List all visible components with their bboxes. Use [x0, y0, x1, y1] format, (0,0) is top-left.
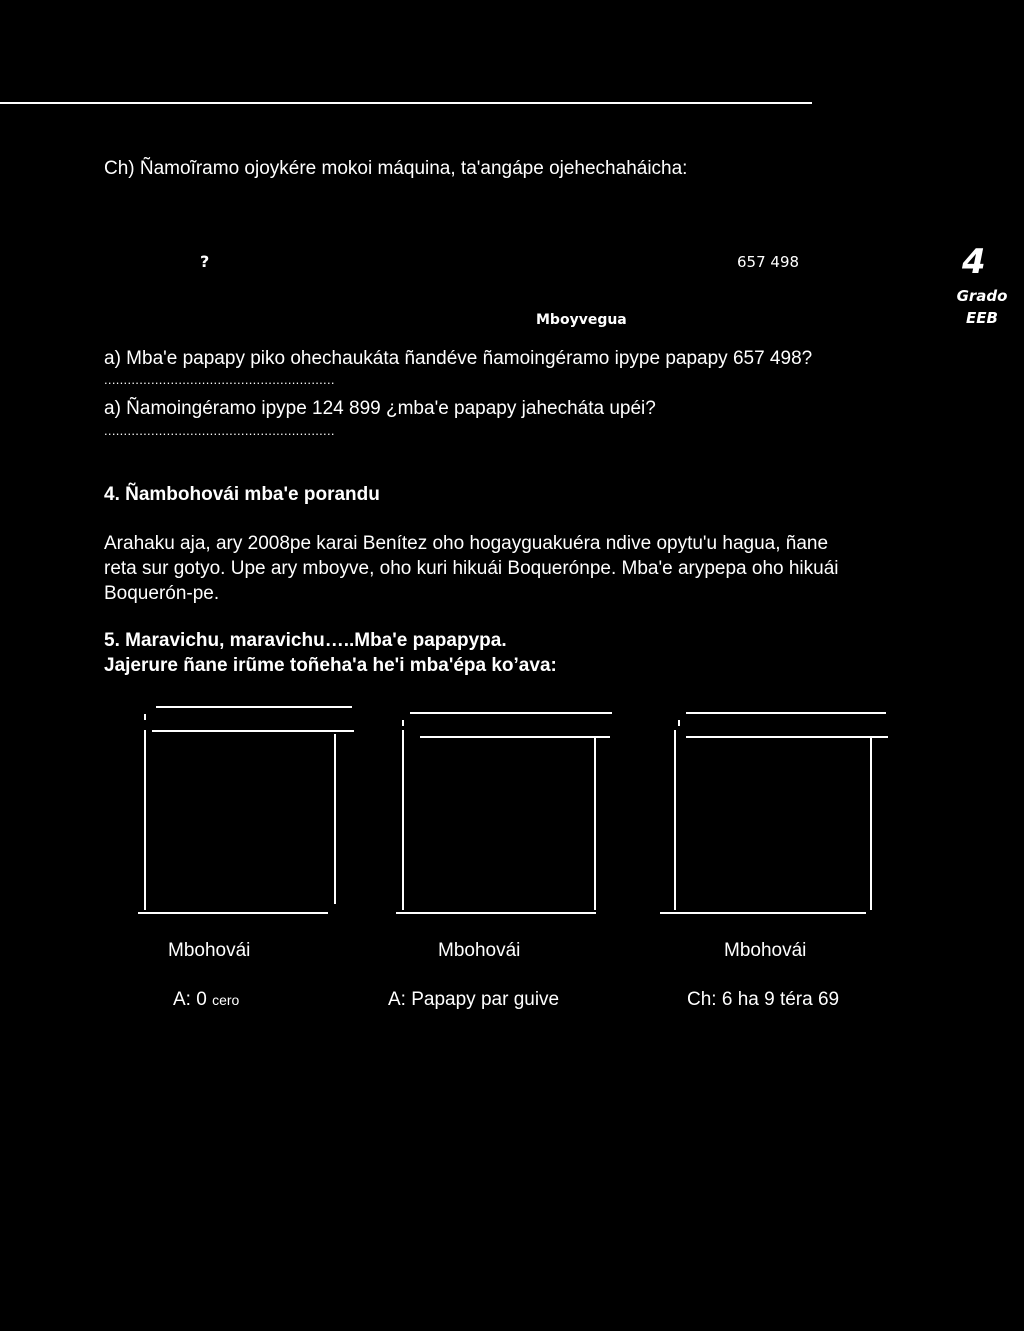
clue-1-small: cero	[212, 992, 240, 1008]
question-a1: a) Mba'e papapy piko ohechaukáta ñandéve ñamoingéramo ipype papapy 657 498?	[104, 348, 813, 369]
clue-2: A: Papapy par guive	[388, 989, 560, 1010]
grade-number: 4	[962, 242, 986, 282]
answer-label-2: Mbohovái	[438, 940, 521, 961]
grade-level: EEB	[966, 309, 998, 327]
answer-box-2[interactable]	[396, 706, 616, 920]
section5-subheading: Jajerure ñane irũme toñeha'a he'i mba'épa ko’ava:	[104, 655, 557, 676]
instruction-text: Ch) Ñamoĩramo ojoykére mokoi máquina, ta'angápe ojehechaháicha:	[104, 158, 688, 179]
answer-box-1[interactable]	[138, 700, 358, 920]
section4-line2: reta sur gotyo. Upe ary mboyve, oho kuri hikuái Boquerónpe. Mba'e arypepa oho hikuái	[104, 558, 839, 579]
grade-label: Grado	[956, 287, 1008, 305]
machine-question-mark: ?	[200, 252, 210, 271]
answer-label-1: Mbohovái	[168, 940, 251, 961]
answer-line-2[interactable]: ...........................................................	[104, 423, 335, 438]
section4-line1: Arahaku aja, ary 2008pe karai Benítez oho hogayguakuéra ndive opytu'u hagua, ñane	[104, 533, 829, 554]
clue-1	[173, 989, 239, 1011]
answer-line-1[interactable]: ...........................................................	[104, 372, 335, 387]
clue-1-main: A: 0	[173, 989, 207, 1010]
section4-heading: 4. Ñambohovái mba'e porandu	[104, 484, 380, 505]
machine-number: 657 498	[737, 253, 800, 271]
section5-heading: 5. Maravichu, maravichu…..Mba'e papapypa.	[104, 630, 507, 651]
top-rule	[0, 102, 812, 104]
answer-box-3[interactable]	[660, 706, 892, 920]
machine-caption: Mboyvegua	[536, 312, 627, 328]
clue-3: Ch: 6 ha 9 téra 69	[687, 989, 840, 1010]
answer-label-3: Mbohovái	[724, 940, 807, 961]
question-a2: a) Ñamoingéramo ipype 124 899 ¿mba'e papapy jahecháta upéi?	[104, 398, 656, 419]
section4-line3: Boquerón-pe.	[104, 583, 220, 604]
